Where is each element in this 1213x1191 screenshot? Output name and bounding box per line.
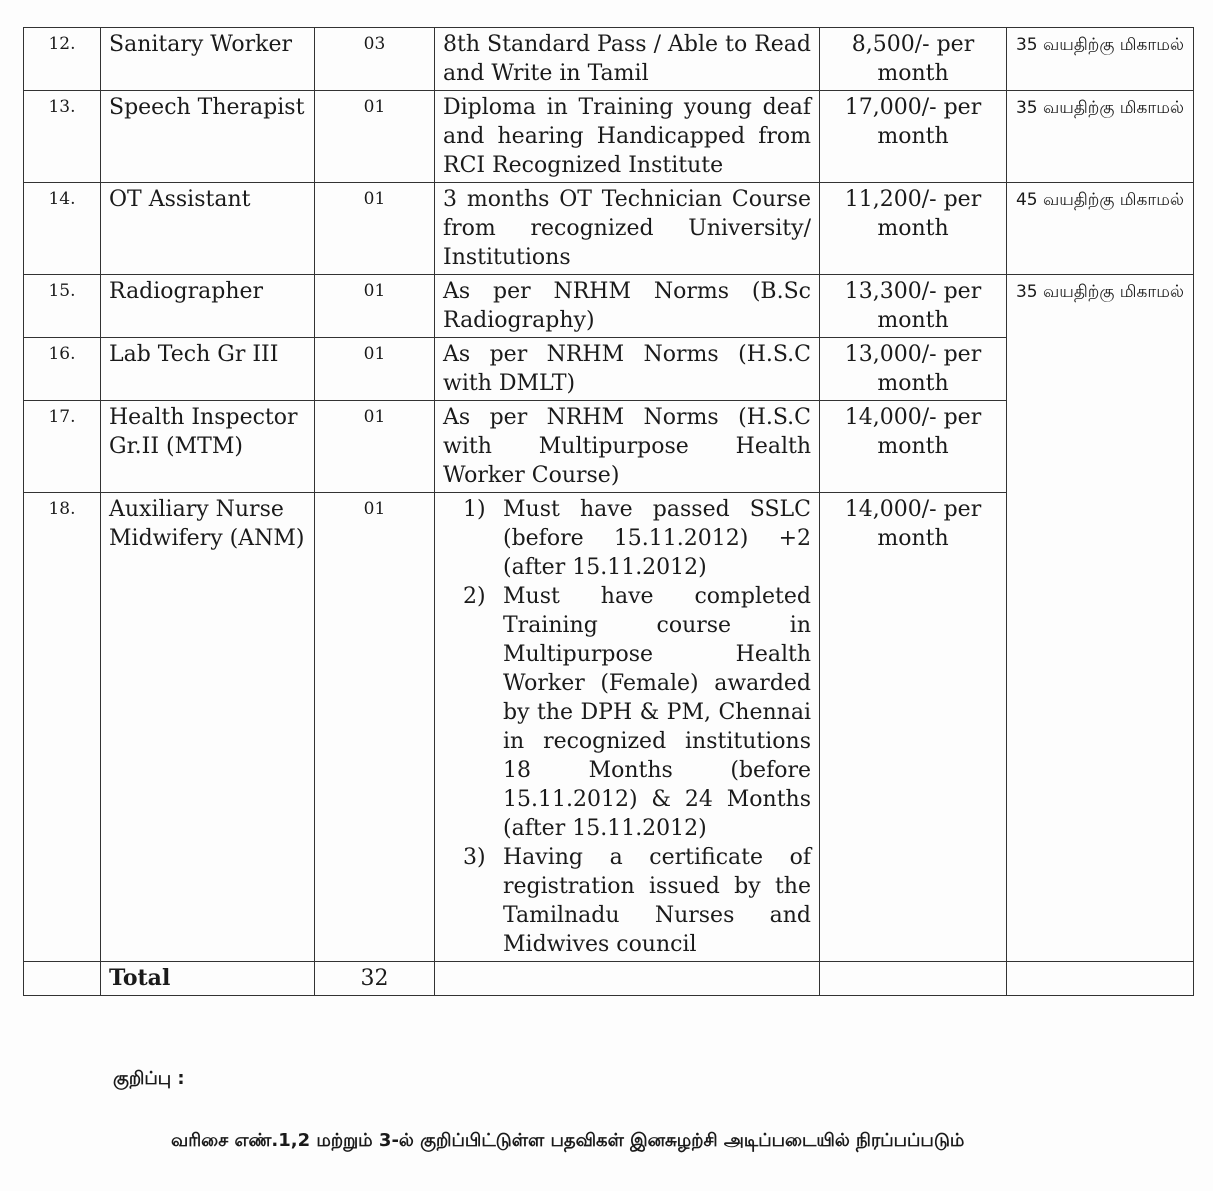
age-limit-merged: 35 வயதிற்கு மிகாமல் [1007,275,1194,962]
post-name: Health Inspector Gr.II (MTM) [101,401,315,493]
post-count: 01 [315,183,435,275]
age-limit: 35 வயதிற்கு மிகாமல் [1007,91,1194,183]
post-count: 01 [315,338,435,401]
salary: 13,300/- per month [820,275,1007,338]
serial-number: 12. [24,28,101,91]
qualification: As per NRHM Norms (B.Sc Radiography) [435,275,820,338]
recruitment-table [23,27,1194,996]
serial-number: 13. [24,91,101,183]
table-row-13 [24,91,1194,183]
qualification: Diploma in Training young deaf and hearing Handicapped from RCI Recognized Institute [435,91,820,183]
table-row-12 [24,28,1194,91]
qualification: As per NRHM Norms (H.S.C with Multipurpose Health Worker Course) [435,401,820,493]
post-name: Auxiliary Nurse Midwifery (ANM) [101,493,315,962]
serial-number: 18. [24,493,101,962]
qualification-item-2: 2) Must have completed Training course in Multipurpose Health Worker (Female) awarded by the DPH & PM, Chennai in recognized institutions 18 Months (before 15.11.2012) & 24 Months (after 15.11.2012) [463,584,811,841]
post-name: Lab Tech Gr III [101,338,315,401]
qualification-item-3: 3) Having a certificate of registration issued by the Tamilnadu Nurses and Midwives council [463,845,811,957]
post-count: 03 [315,28,435,91]
serial-number: 14. [24,183,101,275]
post-count: 01 [315,401,435,493]
table-row-15 [24,275,1194,338]
salary: 8,500/- per month [820,28,1007,91]
post-count: 01 [315,91,435,183]
salary: 13,000/- per month [820,338,1007,401]
post-name: Speech Therapist [101,91,315,183]
post-name: Radiographer [101,275,315,338]
salary: 17,000/- per month [820,91,1007,183]
note-body: வரிசை எண்.1,2 மற்றும் 3-ல் குறிப்பிட்டுள்ள பதவிகள் இனசுழற்சி அடிப்படையில் நிரப்பப்படும் [171,1130,965,1151]
qualification: 8th Standard Pass / Able to Read and Write in Tamil [435,28,820,91]
post-name: Sanitary Worker [101,28,315,91]
salary: 14,000/- per month [820,401,1007,493]
serial-number: 15. [24,275,101,338]
total-row [24,962,1194,996]
serial-number: 16. [24,338,101,401]
qualification: 3 months OT Technician Course from recognized University/ Institutions [435,183,820,275]
age-limit: 35 வயதிற்கு மிகாமல் [1007,28,1194,91]
total-count: 32 [315,962,435,996]
post-name: OT Assistant [101,183,315,275]
salary: 11,200/- per month [820,183,1007,275]
total-label: Total [101,962,315,996]
table-row-14 [24,183,1194,275]
note-label: குறிப்பு : [113,1068,185,1089]
post-count: 01 [315,275,435,338]
serial-number: 17. [24,401,101,493]
qualification: As per NRHM Norms (H.S.C with DMLT) [435,338,820,401]
qualification-item-1: 1) Must have passed SSLC (before 15.11.2012) +2 (after 15.11.2012) [463,497,811,580]
qualification-list [435,493,820,962]
post-count: 01 [315,493,435,962]
age-limit: 45 வயதிற்கு மிகாமல் [1007,183,1194,275]
salary: 14,000/- per month [820,493,1007,962]
